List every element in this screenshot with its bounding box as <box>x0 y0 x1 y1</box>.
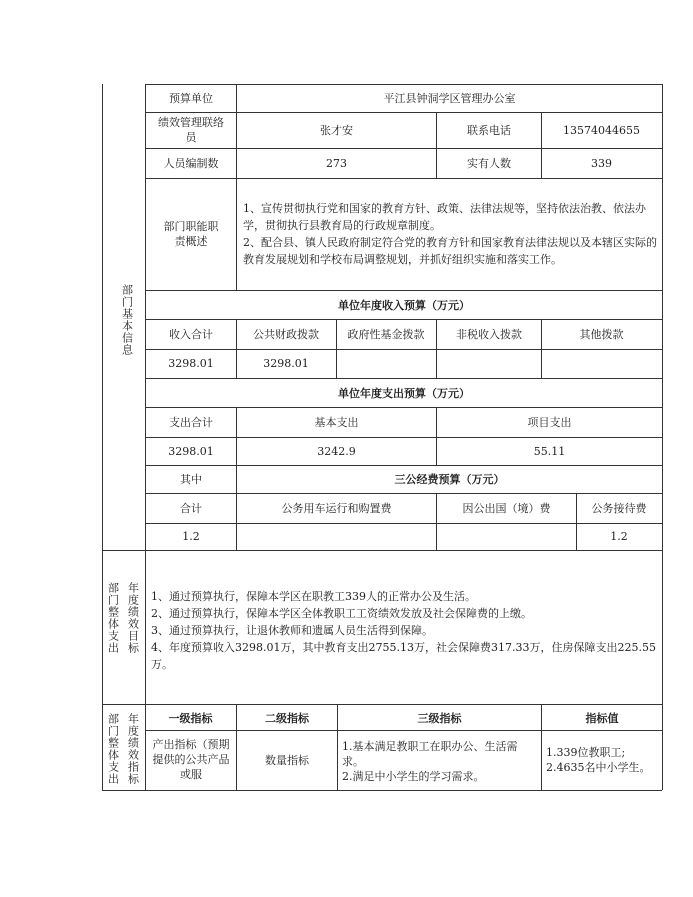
phone-value: 13574044655 <box>563 123 640 137</box>
duty-text: 1、宣传贯彻执行党和国家的教育方针、政策、法律法规等，坚持依法治教、依法办学，贯彻执行县教育局的行政规章制度。 2、配合县、镇人民政府制定符合党的教育方针和国家教育法律法规以及本辖区实际的教育发展规划和学校布局调整规划，并抓好组织实施和落实工作。 <box>243 202 657 266</box>
income-header-4: 其他拨款 <box>579 327 624 341</box>
three-public-title: 三公经费预算（万元） <box>394 472 505 486</box>
three-public-value-2 <box>437 523 576 550</box>
staff-actual-value: 339 <box>591 156 612 170</box>
goals-side-label-a: 部门整体支出 <box>106 582 120 654</box>
indicator-header-level2: 二级指标 <box>265 711 309 725</box>
expense-title: 单位年度支出预算（万元） <box>338 386 470 400</box>
grid-line-v <box>102 84 103 790</box>
contact-label: 绩效管理联络员 <box>158 116 224 144</box>
indicator-header-value: 指标值 <box>585 711 619 725</box>
expense-value-1: 3242.9 <box>317 444 356 458</box>
three-public-header-1: 公务用车运行和购置费 <box>281 501 392 515</box>
indicator-level3: 1.基本满足教职工在职办公、生活需求。 2.满足中小学生的学习需求。 <box>342 740 518 783</box>
indicator-value: 1.339位教职工; 2.4635名中小学生。 <box>546 746 651 774</box>
three-public-header-3: 公务接待费 <box>591 501 647 515</box>
grid-line-v <box>662 84 663 790</box>
staff-quota-value: 273 <box>326 156 347 170</box>
expense-header-0: 支出合计 <box>169 415 213 429</box>
staff-quota-label: 人员编制数 <box>163 156 219 170</box>
indicators-side-label-b: 年度绩效指标 <box>126 713 140 785</box>
expense-header-1: 基本支出 <box>314 415 359 429</box>
income-value-1: 3298.01 <box>263 357 309 370</box>
expense-value-0: 3298.01 <box>168 444 214 458</box>
three-public-value-0: 1.2 <box>182 530 200 543</box>
goals-side-label-b: 年度绩效目标 <box>126 582 140 654</box>
income-header-2: 政府性基金拨款 <box>347 327 425 341</box>
income-header-1: 公共财政拨款 <box>253 327 319 341</box>
phone-label: 联系电话 <box>467 123 511 137</box>
duty-label: 部门职能职责概述 <box>163 220 219 248</box>
expense-value-2: 55.11 <box>533 444 566 458</box>
three-public-value-3: 1.2 <box>610 530 628 543</box>
contact-value: 张才安 <box>320 123 353 137</box>
grid-line-h <box>102 790 662 791</box>
among-label: 其中 <box>180 472 202 486</box>
indicator-level1: 产出指标（预期提供的公共产品或服 <box>152 738 230 781</box>
grid-line-h <box>102 550 662 551</box>
three-public-header-0: 合计 <box>180 501 202 515</box>
section-basic-info-label: 部门基本信息 <box>120 284 134 356</box>
indicators-side-label-a: 部门整体支出 <box>106 713 120 785</box>
expense-header-2: 项目支出 <box>527 415 572 429</box>
three-public-value-1 <box>237 523 436 550</box>
income-value-2 <box>336 349 436 378</box>
income-header-3: 非税收入拨款 <box>456 327 522 341</box>
goals-text: 1、通过预算执行，保障本学区在职教工339人的正常办公及生活。 2、通过预算执行，保障本学区全体教职工工资绩效发放及社会保障费的上缴。 3、通过预算执行，让退休教师和遗属人员生活得到保障。 4、年度预算收入3298.01万，其中教育支出2755.13万，社会保障费317.33万，住房保障支出225.55万。 <box>151 589 656 671</box>
staff-actual-label: 实有人数 <box>467 156 511 170</box>
indicator-header-level3: 三级指标 <box>417 711 462 725</box>
indicator-header-level1: 一级指标 <box>168 711 213 725</box>
income-value-4 <box>541 349 662 378</box>
grid-line-h <box>102 704 662 705</box>
indicator-level2: 数量指标 <box>265 753 309 767</box>
income-value-0: 3298.01 <box>168 357 214 370</box>
budget-unit-label: 预算单位 <box>169 91 213 105</box>
budget-unit-value: 平江县钟洞学区管理办公室 <box>383 91 516 105</box>
three-public-header-2: 因公出国（境）费 <box>462 501 551 515</box>
income-value-3 <box>437 349 541 378</box>
income-header-0: 收入合计 <box>169 327 213 341</box>
income-title: 单位年度收入预算（万元） <box>338 298 470 312</box>
